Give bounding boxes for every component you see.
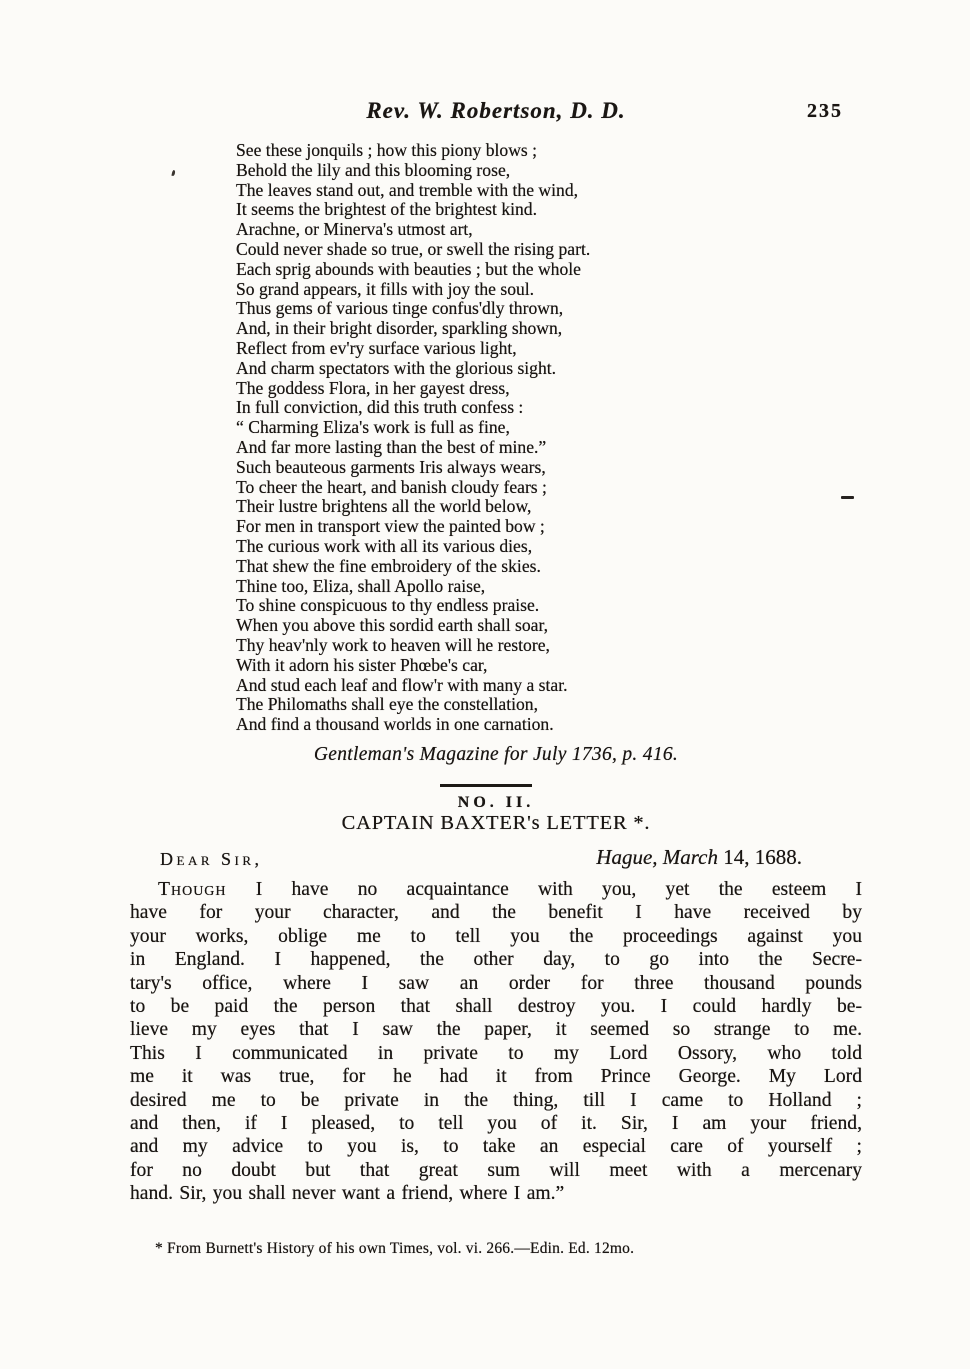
poem-line: And, in their bright disorder, sparkling shown, [236,318,563,339]
poem-line: See these jonquils ; how this piony blows ; [236,140,538,160]
poem-line: The goddess Flora, in her gayest dress, [236,377,510,398]
poem-line: For men in transport view the painted bow ; [236,516,545,537]
poem-line: To shine conspicuous to thy endless praise. [236,595,540,616]
letter-line: and my advice to you is, to take an especial care of yourself ; [130,1136,862,1158]
poem-line: “ Charming Eliza's work is full as fine, [236,417,510,438]
letter-line: hand. Sir, you shall never want a friend, where I am.” [130,1183,565,1205]
poem-line: Arachne, or Minerva's utmost art, [236,219,473,240]
poem-line: And find a thousand worlds in one carnation. [236,714,554,735]
letter-lines [130,901,862,1205]
poem-line: The curious work with all its various dies, [236,535,533,556]
letter-salutation: Dear Sir, [160,849,263,869]
letter-line: your works, oblige me to tell you the proceedings against you [130,925,862,947]
letter-first-line-rest: I have no acquaintance with you, yet the esteem I [255,879,862,900]
poem-line: Could never shade so true, or swell the rising part. [236,238,591,259]
poem-line: Behold the lily and this blooming rose, [236,159,511,180]
poem-line: Thus gems of various tinge confus'dly thrown, [236,298,564,319]
poem-line: Reflect from ev'ry surface various light, [236,337,517,358]
letter-line: to be paid the person that shall destroy you. I could hardly be- [130,996,862,1018]
scan-artifact-dash [841,496,854,499]
letter-body [130,878,862,1206]
section-title: CAPTAIN BAXTER's LETTER *. [341,812,651,834]
poem-line: And stud each leaf and flow'r with many a star. [236,674,568,695]
poem-line: And charm spectators with the glorious sight. [236,357,557,378]
poem-line: To cheer the heart, and banish cloudy fears ; [236,476,547,497]
poem-line: And far more lasting than the best of mine.” [236,436,547,457]
poem-line: Thy heav'nly work to heaven will he restore, [236,634,550,655]
poem-line: Their lustre brightens all the world below, [236,496,532,517]
letter-dateline [596,845,802,870]
poem-line: The leaves stand out, and tremble with the wind, [236,179,579,200]
poem-line: Such beauteous garments Iris always wears, [236,456,546,477]
letter-salutation-row [130,845,862,875]
poem-line: So grand appears, it fills with joy the soul. [236,278,535,299]
poem-source-citation: Gentleman's Magazine for July 1736, p. 416. [313,744,679,765]
letter-line: in England. I happened, the other day, to go into the Secre- [130,949,862,971]
poem [236,141,856,735]
poem-line: It seems the brightest of the brightest kind. [236,199,537,220]
poem-line: That shew the fine embroidery of the skies. [236,555,541,576]
letter-line: This I communicated in private to my Lord Ossory, who told [130,1042,862,1064]
poem-line: Each sprig abounds with beauties ; but the whole [236,258,581,279]
section-number: NO. II. [457,794,535,811]
poem-line: With it adorn his sister Phœbe's car, [236,654,488,675]
page-number: 235 [807,100,843,122]
letter-line: have for your character, and the benefit I have received by [130,902,862,924]
section-divider-rule [440,784,532,787]
footnote: * From Burnett's History of his own Times, vol. vi. 266.—Edin. Ed. 12mo. [155,1240,635,1257]
poem-line: In full conviction, did this truth confess : [236,397,524,418]
letter-line: tary's office, where I saw an order for three thousand pounds [130,972,862,994]
letter-line: desired me to be private in the thing, till I came to Holland ; [130,1089,862,1111]
letter-line: me it was true, for he had it from Prince George. My Lord [130,1066,862,1088]
poem-line: Thine too, Eliza, shall Apollo raise, [236,575,486,596]
page-header-title: Rev. W. Robertson, D. D. [366,98,626,123]
letter-line: and then, if I pleased, to tell you of it. Sir, I am your friend, [130,1113,862,1135]
poem-line: The Philomaths shall eye the constellation, [236,694,538,715]
dateline-date: 14, 1688. [718,845,802,869]
letter-lead-word: Though [158,879,227,900]
scan-artifact-speck [171,170,175,176]
dateline-place: Hague, March [596,845,718,869]
poem-line: When you above this sordid earth shall soar, [236,615,548,636]
letter-line: lieve my eyes that I saw the paper, it seemed so strange to me. [130,1019,862,1041]
letter-line: for no doubt but that great sum will meet with a mercenary [130,1159,862,1181]
letter-line-first [130,878,862,901]
